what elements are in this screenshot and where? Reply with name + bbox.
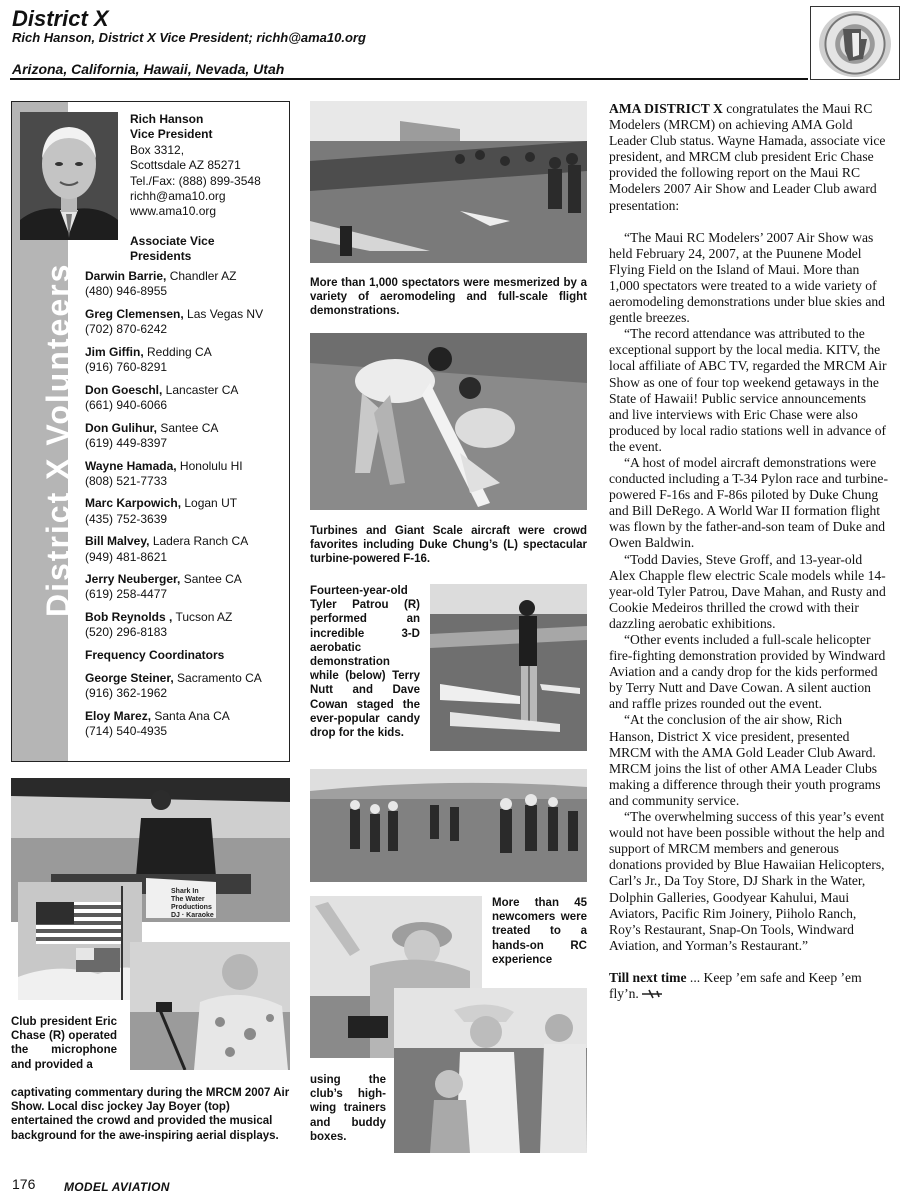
volunteer-entry [85,421,287,451]
volunteer-entry [85,269,287,299]
volunteer-entry [85,610,287,640]
photo-candy-drop-kids [310,769,587,882]
article-closing-text: ... Keep ’em safe and Keep ’em fly’n. [609,969,862,1001]
assoc-vp-heading-line1: Associate Vice [130,233,215,248]
volunteer-name: Darwin Barrie, [85,269,167,283]
volunteer-entry [85,345,287,375]
coordinator-phone: (714) 540-4935 [85,723,168,738]
coordinator-city: Santa Ana CA [151,708,230,723]
photo-trainer-kid [394,988,587,1153]
article-paragraph: “A host of model aircraft demonstrations were conducted including a T-34 Pylon race and turbine-powered F-16s and F-86s piloted by Duke Chung and Bill DeRego. A World War II formation flight was flown by the father-and-son team of Duke and Owen Baldwin. [609,454,888,551]
volunteers-panel [11,101,290,762]
caption-trainers: using the club’s high-wing trainers and buddy boxes. [310,1074,386,1143]
article-paragraph: “The record attendance was attributed to the exceptional support by the local media. KITV, the local affiliate of ABC TV, regarded the MRCM Air Show as one of four top weekend getaways in the State of Hawaii! Public service announcements and live interviews with Eric Chase were also produced by local radio stations well in advance of the event. [609,326,887,454]
volunteer-list [85,269,287,747]
vp-website[interactable]: www.ama10.org [130,204,217,219]
vp-portrait [20,112,118,240]
article-closing [609,970,888,1003]
volunteers-band-label: District X Volunteers [40,262,76,617]
article-closing-bold: Till next time [609,969,687,985]
volunteer-phone: (916) 760-8291 [85,360,168,375]
dj-banner-text [171,888,214,920]
article-paragraph: “The Maui RC Modelers’ 2007 Air Show was held February 24, 2007, at the Puunene Model Flying Field on the Island of Maui. More than 1,000 spectators were treated to a wide variety of aeromodeling demonstrations under blue skies and gentle breezes. [609,229,885,326]
volunteer-name: Greg Clemensen, [85,306,184,321]
vp-address-line1: Box 3312, [130,142,185,157]
caption-turbines: Turbines and Giant Scale aircraft were crowd favorites including Duke Chung’s (L) spectacular turbine-powered F-16. [310,525,587,566]
district-seal-frame [810,6,900,80]
photo-crowd-flightline [310,101,587,263]
article-lead [609,101,888,214]
coordinator-name: Eloy Marez, [85,708,152,723]
volunteer-name: Don Goeschl, [85,382,163,397]
volunteer-city: Las Vegas NV [183,306,264,321]
page-number: 176 [12,1176,36,1192]
volunteer-city: Santee CA [180,572,242,587]
dj-banner-line4: DJ · Karaoke [171,912,214,919]
magazine-name: MODEL AVIATION [64,1180,170,1194]
article-lead-bold: AMA DISTRICT X [609,101,723,116]
header-rule [10,78,808,80]
volunteer-entry [85,459,287,489]
vp-email[interactable]: richh@ama10.org [130,189,226,204]
volunteer-city: Ladera Ranch CA [149,534,249,549]
volunteer-entry [85,383,287,413]
volunteer-phone: (702) 870-6242 [85,322,168,337]
dj-banner-line2: The Water [171,896,205,903]
volunteer-city: Honolulu HI [176,458,243,473]
vp-address-line2: Scottsdale AZ 85271 [130,158,241,173]
coordinator-entry [85,709,287,739]
volunteer-city: Redding CA [143,344,212,359]
dj-banner-line3: Productions [171,904,212,911]
volunteer-phone: (619) 449-8397 [85,435,168,450]
vp-name: Rich Hanson [130,112,204,126]
volunteer-name: Bob Reynolds , [85,610,173,625]
volunteer-name: Marc Karpowich, [85,496,182,511]
volunteer-phone: (520) 296-8183 [85,625,168,640]
coordinator-phone: (916) 362-1962 [85,685,168,700]
coordinator-city: Sacramento CA [173,670,262,685]
article-paragraph: “The overwhelming success of this year’s event would not have been possible without the help and support of MRCM members and generous donations provided by Blue Hawaiian Helicopters, Carl’s Jr., Da Toy Store, DJ Shark in the Water, Dolphin Galleries, Goodyear Kahului, Maui Aviators, Pacific Rim Joinery, Piiholo Ranch, Roy’s Restaurant, Snap-On Tools, Windward Aviation, and Yorman’s Restaurant.” [609,809,885,953]
volunteer-name: Jerry Neuberger, [85,572,181,587]
coordinator-name: George Steiner, [85,670,174,685]
article-paragraph: “Todd Davies, Steve Groff, and 13-year-old Alex Chapple flew electric Scale models while 14-year-old Tyler Patrou, Dave Mahan, and Rusty and Cookie Medeiros thrilled the crowd with their dazzling aerobatic exhibitions. [609,551,886,631]
photo-eric-chase [130,942,290,1070]
volunteer-phone: (480) 946-8955 [85,284,168,299]
volunteer-city: Chandler AZ [166,269,237,283]
volunteer-city: Tucson AZ [172,610,233,625]
caption-president-narrow: Club president Eric Chase (R) operated the microphone and provided a [11,1016,117,1071]
district-seal-logo [819,11,891,77]
article-lead-text: congratulates the Maui RC Modelers (MRCM) on achieving AMA Gold Leader Club status. Wayne Hamada, associate vice president, and MRCM club president Eric Chase provided the following report on the Maui RC Modelers 2007 Air Show and Leader Club award presentation: [609,101,886,213]
caption-tyler: Fourteen-year-old Tyler Patrou (R) performed an incredible 3-D aerobatic demonstration while (below) Terry Nutt and Dave Cowan staged the ever-popular candy drop for the kids. [310,585,420,740]
header-subtitle: Rich Hanson, District X Vice President; richh@ama10.org [12,30,366,45]
caption-crowd: More than 1,000 spectators were mesmerized by a variety of aeromodeling and full-scale flight demonstrations. [310,277,587,318]
article-body [609,101,888,1003]
volunteer-entry [85,496,287,526]
photo-tyler-aerobatic [430,584,587,751]
volunteer-phone: (435) 752-3639 [85,511,168,526]
volunteer-city: Lancaster CA [162,382,239,397]
vp-phone: Tel./Fax: (888) 899-3548 [130,173,261,188]
dj-banner-line1: Shark In [171,888,199,895]
photo-turbine-f16 [310,333,587,510]
photo-flags [18,882,142,1000]
volunteer-entry [85,307,287,337]
volunteer-phone: (661) 940-6066 [85,397,168,412]
volunteer-phone: (808) 521-7733 [85,473,168,488]
header-states: Arizona, California, Hawaii, Nevada, Utah [12,61,285,77]
volunteer-phone: (619) 258-4477 [85,587,168,602]
volunteer-phone: (949) 481-8621 [85,549,168,564]
volunteer-entry [85,534,287,564]
volunteer-city: Logan UT [181,496,238,511]
vp-title: Vice President [130,127,213,142]
volunteer-name: Bill Malvey, [85,534,150,549]
page-title: District X [12,6,109,31]
article-paragraph: “Other events included a full-scale helicopter fire-fighting demonstration provided by Windward Aviation and a candy drop for the kids performed by Terry Nutt and Dave Cowan. A silent auction and raffle prizes rounded out the event. [609,632,886,712]
coordinator-entry [85,671,287,701]
volunteer-name: Jim Giffin, [85,344,144,359]
vp-contact-block [130,112,285,265]
volunteer-city: Santee CA [157,420,219,435]
caption-newcomers: More than 45 newcomers were treated to a hands-on RC experience [492,897,587,966]
frequency-coordinators-heading: Frequency Coordinators [85,648,225,663]
volunteer-name: Don Gulihur, [85,420,157,435]
article-paragraph: “At the conclusion of the air show, Rich Hanson, District X vice president, presented MRCM with the AMA Gold Leader Club Award. MRCM joins the list of other AMA Leader Clubs making a difference through their youth programs and community service. [609,712,881,808]
volunteer-name: Wayne Hamada, [85,458,177,473]
volunteer-entry [85,572,287,602]
ama-plane-icon [641,987,663,1003]
assoc-vp-heading-line2: Presidents [130,249,192,264]
caption-president-wide: captivating commentary during the MRCM 2007 Air Show. Local disc jockey Jay Boyer (top) entertained the crowd and provided the musical background for the awe-inspiring aerial displays. [11,1087,290,1142]
